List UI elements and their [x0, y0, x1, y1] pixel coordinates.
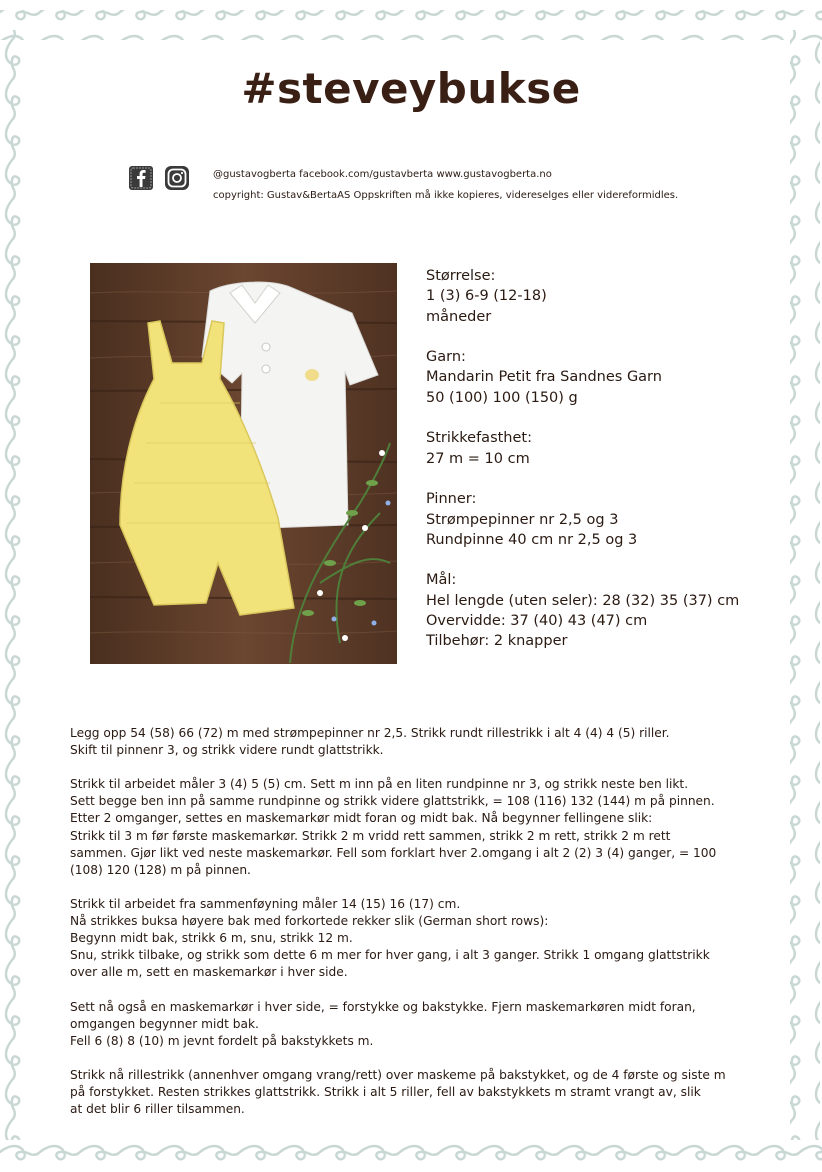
- spec-value: 50 (100) 100 (150) g: [426, 389, 578, 406]
- instruction-line: Legg opp 54 (58) 66 (72) m med strømpepinner nr 2,5. Strikk rundt rillestrikk i alt 4 (4) 4 (5) riller.: [70, 726, 670, 740]
- instruction-line: Strikk til 3 m før første maskemarkør. Strikk 2 m vridd rett sammen, strikk 2 m rett, strikk 2 m rett: [70, 828, 671, 843]
- instruction-line: Etter 2 omganger, settes en maskemarkør midt foran og midt bak. Nå begynner fellingene slik:: [70, 811, 653, 826]
- instruction-line: sammen. Gjør likt ved neste maskemarkør. Fell som forklart hver 2.omgang i alt 2 (2) 3 (4) ganger, = 100: [70, 845, 717, 860]
- social-icons: [128, 165, 190, 191]
- product-photo: [90, 263, 397, 664]
- spec-yarn: [426, 347, 746, 408]
- contact-info: [213, 164, 678, 206]
- instruction-line: Nå strikkes buksa høyere bak med forkortede rekker slik (German short rows):: [70, 914, 549, 929]
- instruction-line: over alle m, sett en maskemarkør i hver side.: [70, 965, 348, 980]
- spec-value: Overvidde: 37 (40) 43 (47) cm: [426, 613, 648, 630]
- spec-value: Tilbehør: 2 knapper: [426, 633, 568, 650]
- instruction-line: Begynn midt bak, strikk 6 m, snu, strikk 12 m.: [70, 931, 353, 946]
- spec-value: Strømpepinner nr 2,5 og 3: [426, 511, 619, 528]
- spec-heading: Strikkefasthet:: [426, 430, 532, 447]
- contact-line: @gustavogberta facebook.com/gustavberta www.gustavogberta.no: [213, 169, 552, 180]
- instruction-line: omgangen begynner midt bak.: [70, 1016, 259, 1031]
- spec-gauge: [426, 428, 746, 469]
- page-title: #steveybukse: [241, 64, 581, 113]
- instruction-line: at det blir 6 riller tilsammen.: [70, 1102, 245, 1117]
- pattern-specs: [426, 266, 746, 652]
- spec-heading: Garn:: [426, 349, 466, 366]
- instruction-paragraph: [70, 725, 760, 759]
- instruction-line: Snu, strikk tilbake, og strikk som dette 6 m mer for hver gang, i alt 3 ganger. Strikk 1 omgang glattstrikk: [70, 948, 710, 963]
- instruction-line: Strikk nå rillestrikk (annenhver omgang vrang/rett) over maskeme på bakstykket, og de 4 første og siste m: [70, 1067, 726, 1082]
- spec-needles: [426, 489, 746, 550]
- spec-value: 27 m = 10 cm: [426, 450, 530, 467]
- spec-value: Hel lengde (uten seler): 28 (32) 35 (37) cm: [426, 592, 740, 609]
- spec-value: måneder: [426, 308, 492, 325]
- spec-heading: Mål:: [426, 572, 457, 589]
- spec-heading: Størrelse:: [426, 268, 496, 284]
- copyright-line: copyright: Gustav&BertaAS Oppskriften må ikke kopieres, videreselges eller videreformidles.: [213, 190, 679, 201]
- instruction-line: Sett nå også en maskemarkør i hver side, = forstykke og bakstykke. Fjern maskemarkøren midt foran,: [70, 999, 696, 1014]
- instruction-line: Strikk til arbeidet fra sammenføyning måler 14 (15) 16 (17) cm.: [70, 896, 461, 911]
- facebook-icon[interactable]: [128, 165, 154, 191]
- spec-heading: Pinner:: [426, 491, 477, 508]
- spec-measurements: [426, 570, 746, 651]
- instruction-line: Skift til pinnenr 3, og strikk videre rundt glattstrikk.: [70, 743, 384, 758]
- instruction-paragraph: [70, 1067, 760, 1118]
- spec-value: Rundpinne 40 cm nr 2,5 og 3: [426, 531, 638, 548]
- spec-size: [426, 266, 746, 327]
- instruction-line: på forstykket. Resten strikkes glattstrikk. Strikk i alt 5 riller, fell av bakstykkets m stramt vrangt av, slik: [70, 1084, 701, 1099]
- instruction-line: Sett begge ben inn på samme rundpinne og strikk videre glattstrikk, = 108 (116) 132 (144) m på pinnen.: [70, 794, 715, 809]
- instagram-icon[interactable]: [164, 165, 190, 191]
- spec-value: 1 (3) 6-9 (12-18): [426, 288, 547, 305]
- instruction-paragraph: [70, 896, 760, 981]
- instruction-line: Strikk til arbeidet måler 3 (4) 5 (5) cm. Sett m inn på en liten rundpinne nr 3, og strikk neste ben likt.: [70, 777, 689, 792]
- instructions: [70, 725, 760, 1135]
- instruction-line: Fell 6 (8) 8 (10) m jevnt fordelt på bakstykkets m.: [70, 1033, 374, 1048]
- instruction-paragraph: [70, 776, 760, 879]
- spec-value: Mandarin Petit fra Sandnes Garn: [426, 369, 662, 386]
- instruction-line: (108) 120 (128) m på pinnen.: [70, 862, 251, 877]
- instruction-paragraph: [70, 999, 760, 1050]
